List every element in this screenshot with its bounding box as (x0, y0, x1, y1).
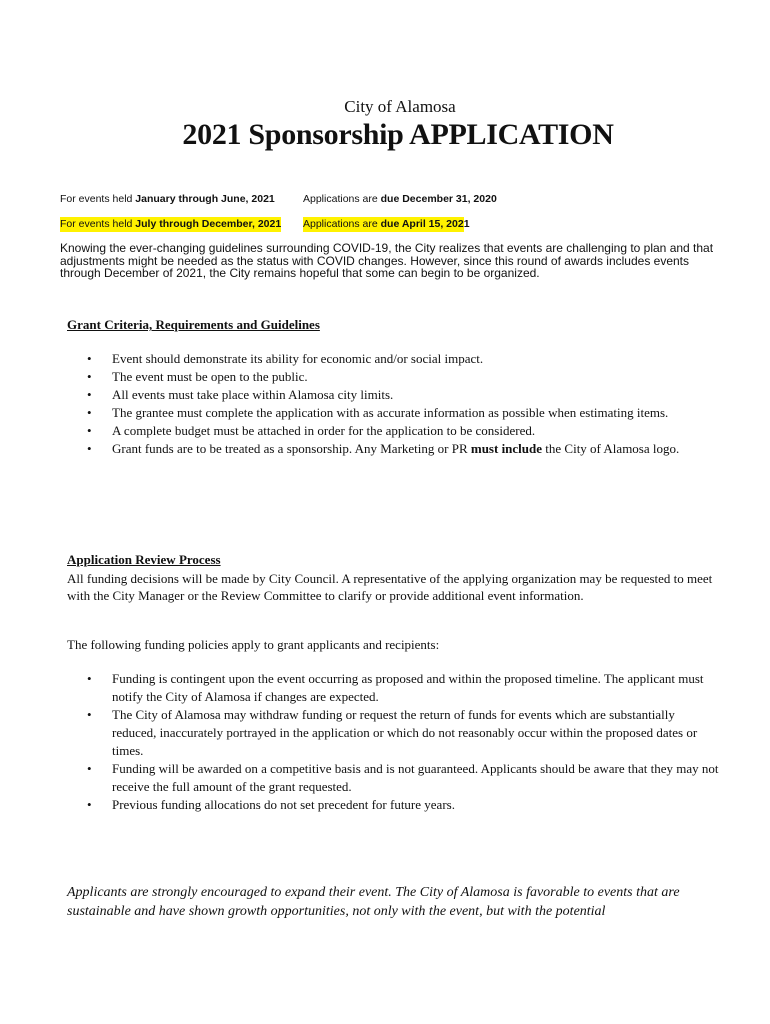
list-item (70, 386, 720, 404)
policies-list (70, 670, 720, 814)
events-period: January through June, 2021 (135, 193, 275, 205)
list-item-text: A complete budget must be attached in order for the application to be considered. (112, 423, 536, 438)
bullet-icon: • (87, 351, 92, 366)
list-item (70, 706, 720, 760)
list-item (70, 404, 720, 422)
policies-lead: The following funding policies apply to grant applicants and recipients: (67, 637, 440, 652)
review-heading: Application Review Process (67, 552, 221, 567)
criteria-heading: Grant Criteria, Requirements and Guidelines (67, 317, 320, 332)
schedule-row-first-half (60, 192, 540, 207)
closing-statement: Applicants are strongly encouraged to expand their event. The City of Alamosa is favorable to events that are sustainable and have shown growth opportunities, not only with the event, but with the potential (67, 885, 680, 919)
page-title: 2021 Sponsorship APPLICATION (182, 118, 614, 151)
review-intro: All funding decisions will be made by City Council. A representative of the applying organization may be requested to meet with the City Manager or the Review Committee to clarify or provide additional event information. (67, 571, 713, 603)
list-item (70, 422, 720, 440)
bullet-icon: • (87, 761, 92, 776)
bullet-icon: • (87, 797, 92, 812)
deadline-cell (303, 192, 497, 207)
list-item (70, 760, 720, 796)
list-item (70, 440, 720, 458)
events-period: July through December, 2021 (135, 218, 282, 230)
deadline-cell (303, 217, 470, 232)
criteria-list (70, 350, 720, 458)
application-due-date: due April 15, 202 (380, 218, 464, 230)
bullet-icon: • (87, 441, 92, 456)
list-item-text: The event must be open to the public. (112, 369, 308, 384)
emphasis-text: must include (470, 441, 543, 456)
application-due-date-tail: 1 (463, 218, 470, 230)
list-item-text: Grant funds are to be treated as a sponsorship. Any Marketing or PR (112, 441, 471, 456)
list-item (70, 670, 720, 706)
list-item (70, 368, 720, 386)
bullet-icon: • (87, 387, 92, 402)
covid-notice: Knowing the ever-changing guidelines surrounding COVID-19, the City realizes that events are challenging to plan and that adjustments might be needed as the status with COVID changes. However, since this round of awards includes events through December of 2021, the City remains hopeful that some can begin to be organized. (60, 241, 714, 280)
list-item-text: Funding is contingent upon the event occurring as proposed and within the proposed timeline. The applicant must notify the City of Alamosa if changes are expected. (112, 671, 704, 704)
list-item-text: The grantee must complete the application with as accurate information as possible when estimating items. (112, 405, 669, 420)
list-item (70, 796, 720, 814)
applications-prefix: Applications are (303, 218, 381, 230)
city-name: City of Alamosa (344, 97, 456, 116)
events-prefix: For events held (60, 193, 136, 205)
bullet-icon: • (87, 369, 92, 384)
bullet-icon: • (87, 405, 92, 420)
list-item (70, 350, 720, 368)
list-item-text: All events must take place within Alamosa city limits. (112, 387, 394, 402)
list-item-text: Previous funding allocations do not set precedent for future years. (112, 797, 455, 812)
bullet-icon: • (87, 423, 92, 438)
events-prefix: For events held (60, 218, 136, 230)
list-item-text: the City of Alamosa logo. (542, 441, 680, 456)
bullet-icon: • (87, 671, 92, 686)
list-item-text: Event should demonstrate its ability for economic and/or social impact. (112, 351, 484, 366)
list-item-text: The City of Alamosa may withdraw funding or request the return of funds for events which are substantially reduced, inaccurately portrayed in the application or which do not reasonably occur within the proposed dates or times. (112, 707, 698, 758)
bullet-icon: • (87, 707, 92, 722)
highlighted-deadline (303, 217, 464, 232)
highlighted-period (60, 217, 281, 232)
application-due-date: due December 31, 2020 (380, 193, 497, 205)
applications-prefix: Applications are (303, 193, 381, 205)
schedule-row-second-half (60, 217, 470, 232)
list-item-text: Funding will be awarded on a competitive basis and is not guaranteed. Applicants should be aware that they may not receive the full amount of the grant requested. (112, 761, 719, 794)
